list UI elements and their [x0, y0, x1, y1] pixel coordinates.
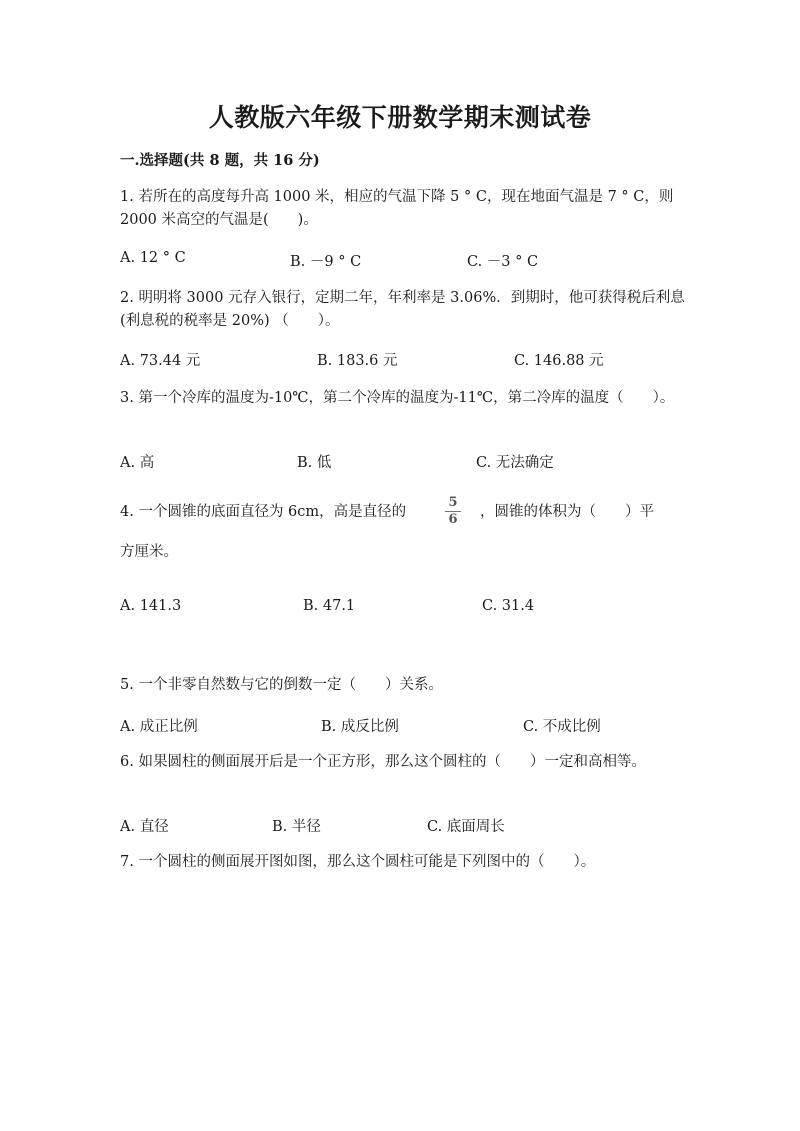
option-b[interactable]: B. 半径	[272, 819, 321, 835]
question-2: 2. 明明将 3000 元存入银行，定期二年，年利率是 3.06%．到期时，他可获得税后利息(利息税的税率是 20%) （ ）。	[120, 290, 685, 329]
option-a[interactable]: A. 成正比例	[120, 719, 198, 735]
option-c[interactable]: C. －3 ° C	[467, 254, 539, 270]
question-7: 7. 一个圆柱的侧面展开图如图，那么这个圆柱可能是下列图中的（ ）。	[120, 854, 596, 870]
option-a[interactable]: A. 12 ° C	[120, 250, 186, 266]
option-c[interactable]: C. 无法确定	[476, 455, 554, 471]
page-title: 人教版六年级下册数学期末测试卷	[208, 103, 592, 132]
question-3: 3. 第一个冷库的温度为-10℃，第二个冷库的温度为-11℃，第二冷库的温度（ ）。	[120, 390, 675, 406]
option-c[interactable]: C. 146.88 元	[514, 353, 604, 369]
question-1-options	[120, 250, 720, 272]
option-a[interactable]: A. 73.44 元	[120, 353, 201, 369]
question-4-part1: 4. 一个圆锥的底面直径为 6cm，高是直径的	[120, 504, 407, 520]
option-a[interactable]: A. 直径	[120, 819, 169, 835]
question-5: 5. 一个非零自然数与它的倒数一定（ ）关系。	[120, 677, 443, 693]
option-b[interactable]: B. 47.1	[303, 598, 356, 614]
question-1: 1. 若所在的高度每升高 1000 米，相应的气温下降 5 ° C，现在地面气温是 7 ° C，则 2000 米高空的气温是( )。	[120, 189, 674, 228]
question-2-options	[120, 349, 720, 371]
option-c[interactable]: C. 底面周长	[427, 819, 505, 835]
option-b[interactable]: B. －9 ° C	[290, 254, 362, 270]
option-c[interactable]: C. 不成比例	[523, 719, 601, 735]
option-a[interactable]: A. 高	[120, 455, 155, 471]
fraction-numerator: 5	[448, 495, 458, 510]
question-4-line2: 方厘米。	[120, 544, 178, 560]
question-3-options	[120, 451, 720, 473]
fraction-five-sixths	[443, 496, 463, 527]
question-6-options	[120, 815, 720, 837]
option-b[interactable]: B. 183.6 元	[317, 353, 398, 369]
fraction-denominator: 6	[448, 512, 458, 527]
question-6: 6. 如果圆柱的侧面展开后是一个正方形，那么这个圆柱的（ ）一定和高相等。	[120, 754, 646, 770]
option-c[interactable]: C. 31.4	[482, 598, 535, 614]
option-b[interactable]: B. 成反比例	[321, 719, 399, 735]
section-heading: 一.选择题(共 8 题，共 16 分)	[120, 152, 320, 169]
question-4-options	[120, 598, 720, 620]
option-a[interactable]: A. 141.3	[120, 598, 182, 614]
option-b[interactable]: B. 低	[297, 455, 332, 471]
question-4-part2: ，圆锥的体积为（ ）平	[480, 504, 654, 520]
question-5-options	[120, 715, 720, 737]
